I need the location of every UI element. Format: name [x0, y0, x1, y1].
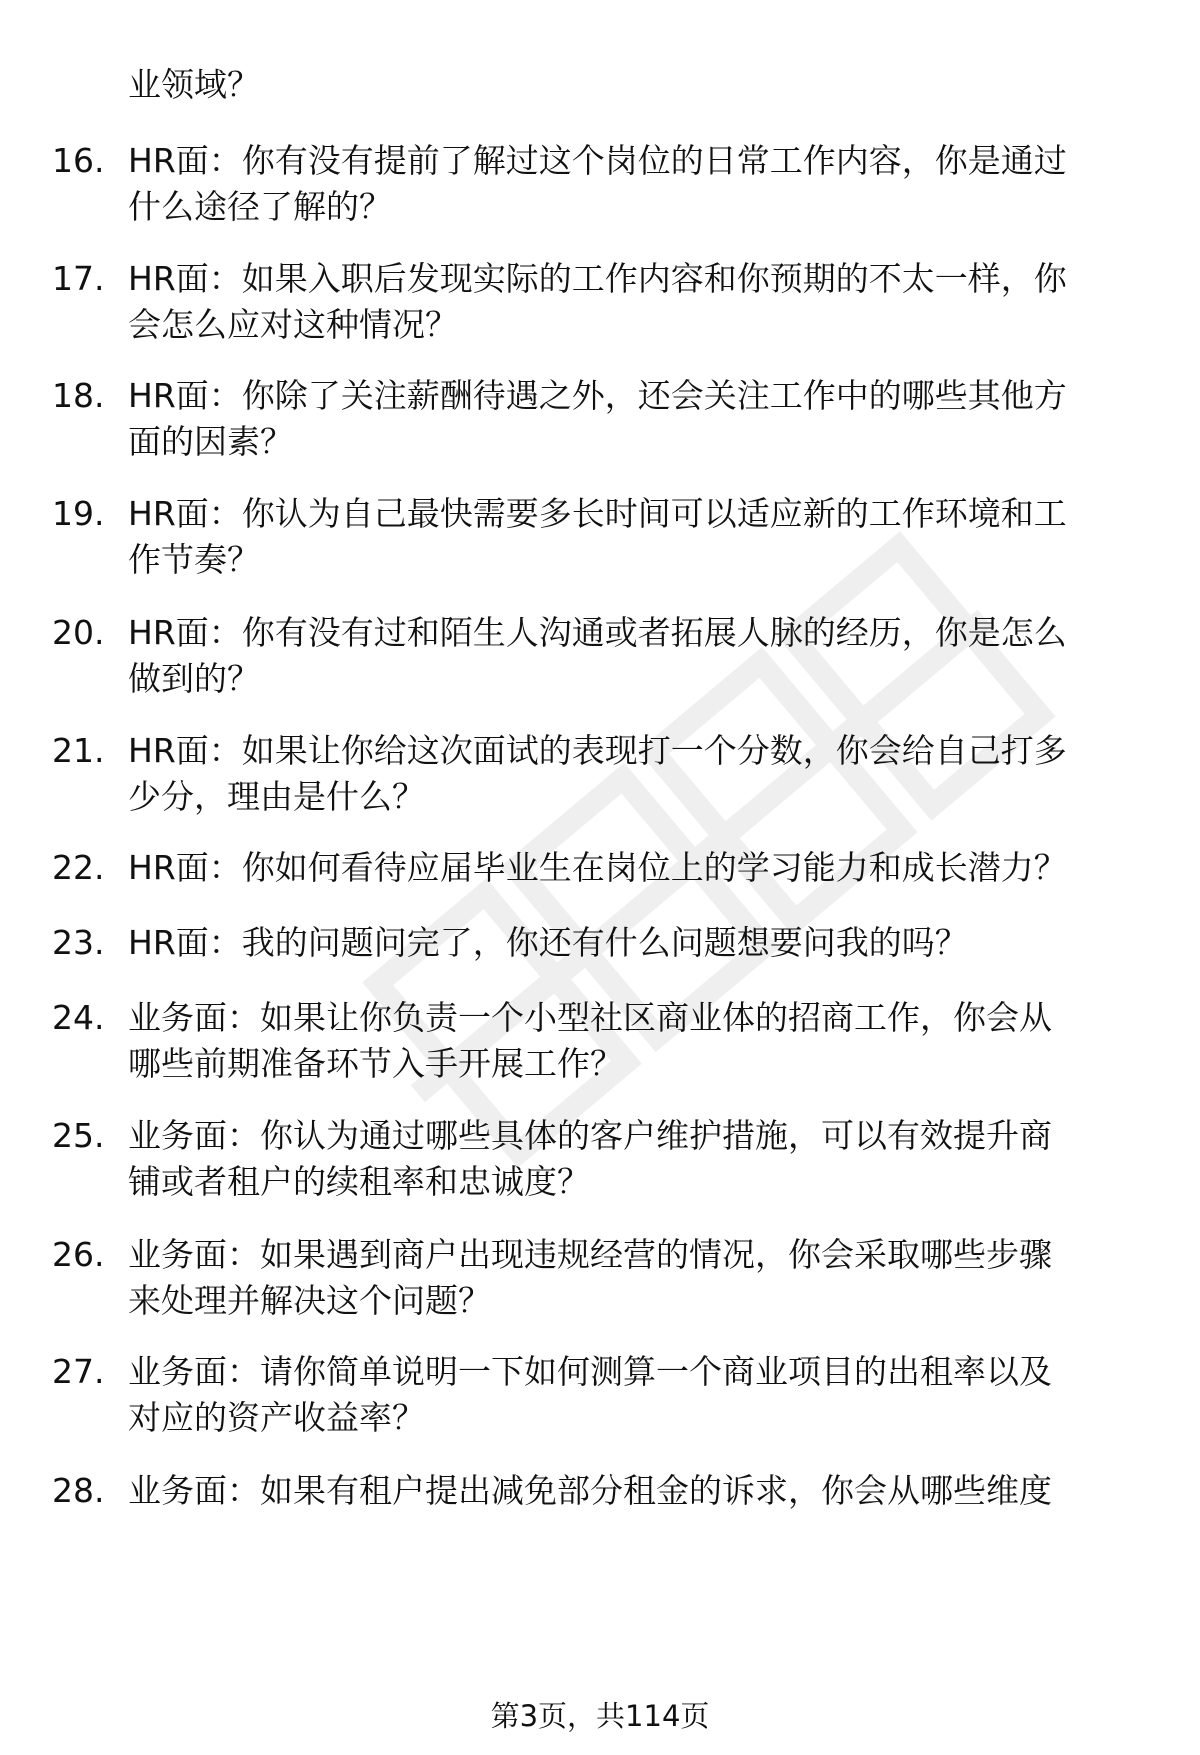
question-text: 业务面：如果遇到商户出现违规经营的情况，你会采取哪些步骤 来处理并解决这个问题？ — [128, 1235, 1052, 1320]
question-number: 25. — [52, 1116, 105, 1155]
question-text: 业务面：请你简单说明一下如何测算一个商业项目的出租率以及 对应的资产收益率？ — [128, 1352, 1052, 1437]
question-number: 16. — [52, 141, 105, 180]
question-text: HR面：如果让你给这次面试的表现打一个分数，你会给自己打多 少分，理由是什么？ — [128, 731, 1067, 816]
question-number: 22. — [52, 848, 105, 887]
question-number: 27. — [52, 1352, 105, 1391]
question-number: 23. — [52, 923, 105, 962]
question-number: 28. — [52, 1471, 105, 1510]
question-text: HR面：我的问题问完了，你还有什么问题想要问我的吗？ — [128, 923, 968, 962]
question-text: HR面：如果入职后发现实际的工作内容和你预期的不太一样，你 会怎么应对这种情况？ — [128, 259, 1067, 344]
question-number: 17. — [52, 259, 105, 298]
question-text: HR面：你有没有过和陌生人沟通或者拓展人脉的经历，你是怎么 做到的？ — [128, 613, 1067, 698]
question-text: HR面：你有没有提前了解过这个岗位的日常工作内容，你是通过 什么途径了解的？ — [128, 141, 1067, 226]
continuation-text: 业领域？ — [128, 65, 260, 104]
question-text: 业务面：你认为通过哪些具体的客户维护措施，可以有效提升商 铺或者租户的续租率和忠诚度？ — [128, 1116, 1052, 1201]
question-text: HR面：你除了关注薪酬待遇之外，还会关注工作中的哪些其他方 面的因素？ — [128, 376, 1067, 461]
question-text: HR面：你认为自己最快需要多长时间可以适应新的工作环境和工 作节奏？ — [128, 494, 1067, 579]
question-number: 18. — [52, 376, 105, 415]
question-number: 21. — [52, 731, 105, 770]
question-number: 26. — [52, 1235, 105, 1274]
question-text: 业务面：如果让你负责一个小型社区商业体的招商工作，你会从 哪些前期准备环节入手开展工作？ — [128, 998, 1052, 1083]
question-text: HR面：你如何看待应届毕业生在岗位上的学习能力和成长潜力？ — [128, 848, 1067, 887]
question-number: 24. — [52, 998, 105, 1037]
page-footer: 第3页，共114页 — [490, 1699, 710, 1733]
question-number: 19. — [52, 494, 105, 533]
question-text: 业务面：如果有租户提出减免部分租金的诉求，你会从哪些维度 — [128, 1471, 1052, 1510]
question-number: 20. — [52, 613, 105, 652]
